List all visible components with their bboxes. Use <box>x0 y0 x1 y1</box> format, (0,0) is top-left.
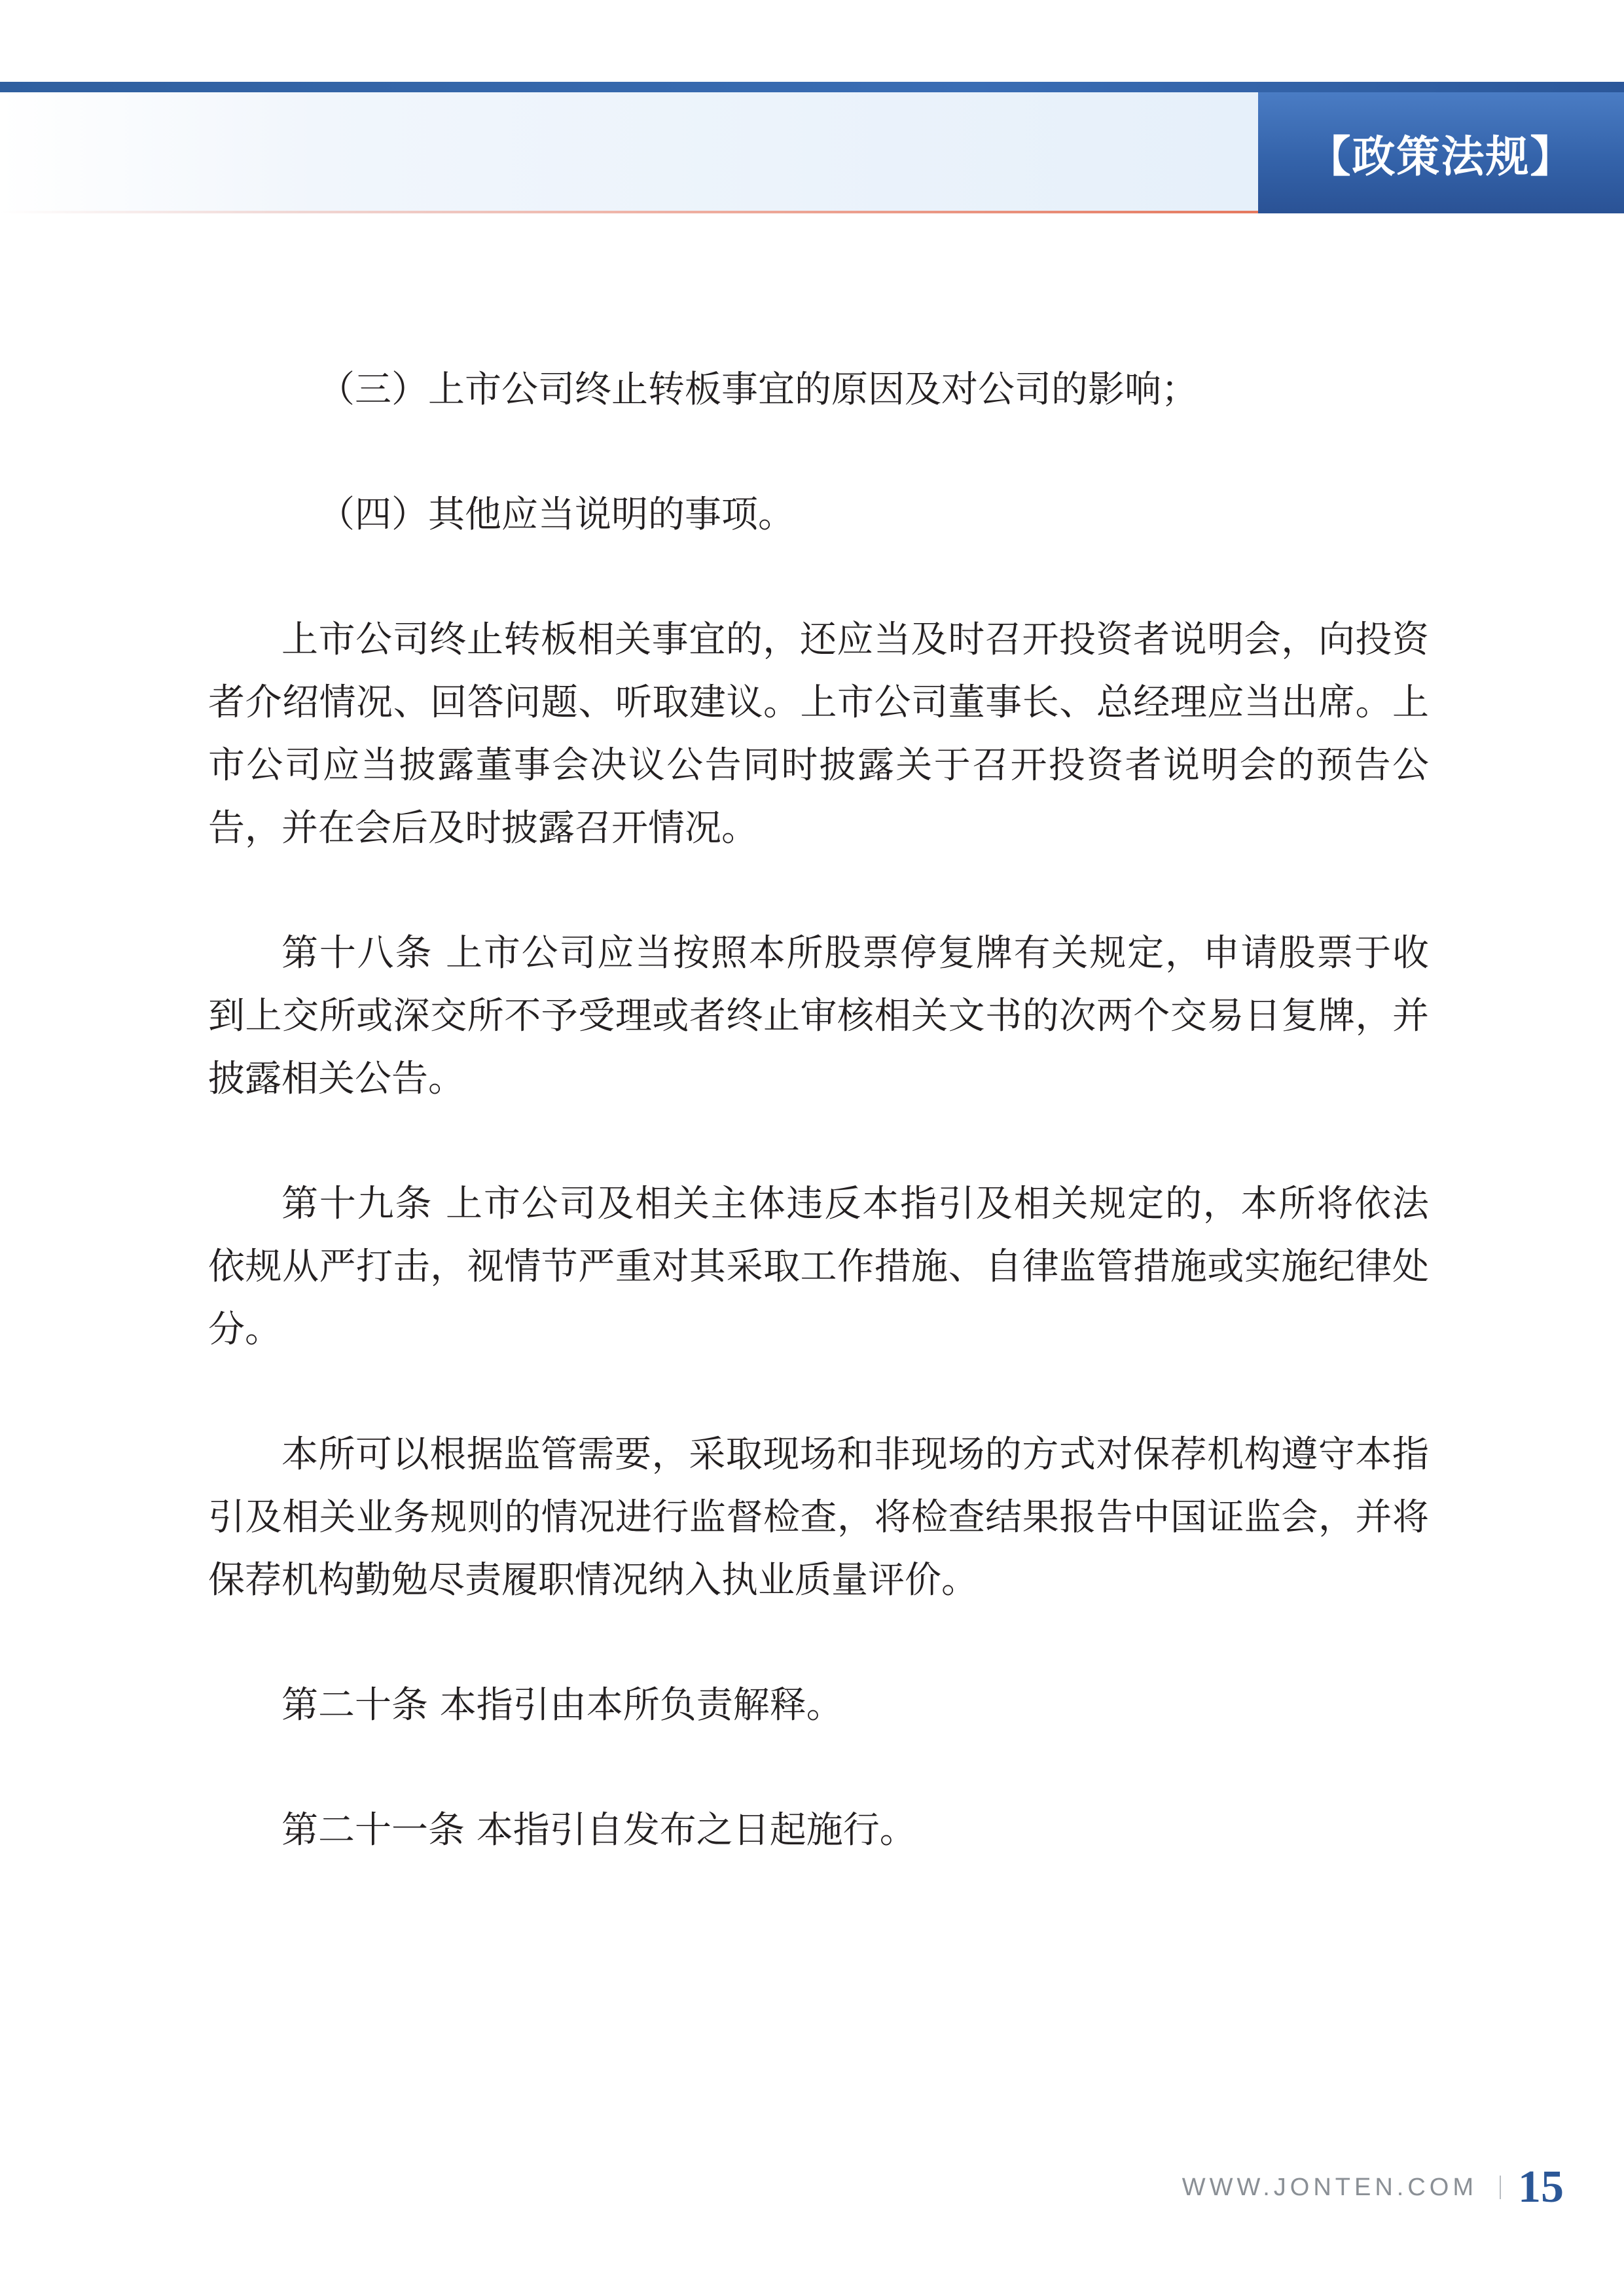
paragraph-item-3: （三）上市公司终止转板事宜的原因及对公司的影响； <box>318 368 1198 411</box>
header-band <box>0 92 1258 213</box>
page-footer <box>1182 2161 1564 2214</box>
section-tag: 【政策法规】 <box>1258 92 1624 213</box>
page-number: 15 <box>1518 2162 1564 2212</box>
paragraph-item-4: （四）其他应当说明的事项。 <box>318 493 795 536</box>
header-underline <box>0 211 1258 213</box>
paragraph-article-18: 第十八条 上市公司应当按照本所股票停复牌有关规定，申请股票于收到上交所或深交所不予受理或者终止审核相关文书的次两个交易日复牌，并披露相关公告。 <box>208 932 1429 1100</box>
article-body <box>208 359 1429 1924</box>
paragraph-investor-meeting: 上市公司终止转板相关事宜的，还应当及时召开投资者说明会，向投资者介绍情况、回答问题、听取建议。上市公司董事长、总经理应当出席。上市公司应当披露董事会决议公告同时披露关于召开投资者说明会的预告公告，并在会后及时披露召开情况。 <box>208 619 1429 850</box>
paragraph-article-19: 第十九条 上市公司及相关主体违反本指引及相关规定的，本所将依法依规从严打击，视情节严重对其采取工作措施、自律监管措施或实施纪律处分。 <box>208 1183 1429 1351</box>
footer-website: WWW.JONTEN.COM <box>1182 2173 1477 2201</box>
header-top-rule <box>0 82 1624 92</box>
paragraph-article-21: 第二十一条 本指引自发布之日起施行。 <box>281 1809 916 1852</box>
paragraph-supervision: 本所可以根据监管需要，采取现场和非现场的方式对保荐机构遵守本指引及相关业务规则的情况进行监督检查，将检查结果报告中国证监会，并将保荐机构勤勉尽责履职情况纳入执业质量评价。 <box>208 1433 1429 1602</box>
footer-divider <box>1500 2176 1501 2199</box>
paragraph-article-20: 第二十条 本指引由本所负责解释。 <box>281 1684 843 1727</box>
